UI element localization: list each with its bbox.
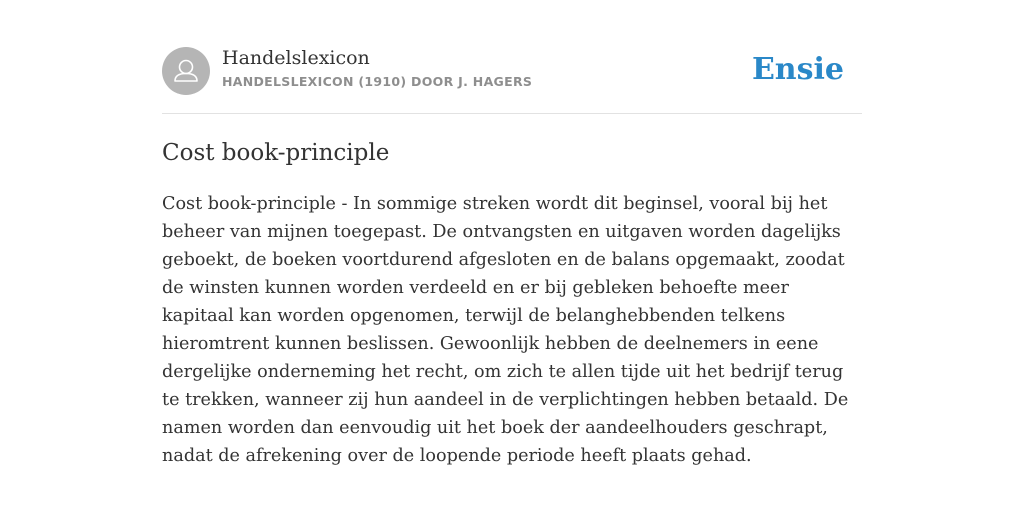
brand-logo[interactable]: Ensie bbox=[751, 52, 844, 87]
entry-card bbox=[162, 0, 862, 512]
header-divider bbox=[162, 113, 862, 114]
entry-body: Cost book-principle - In sommige streken wordt dit beginsel, vooral bij het beheer van mijnen toegepast. De ontvangsten en uitgaven worden dagelijks geboekt, de boeken voortdurend afgesloten en de balans opgemaakt, zoodat de winsten kunnen worden verdeeld en er bij gebleken behoefte meer kapitaal kan worden opgenomen, terwijl de belanghebbenden telkens hieromtrent kunnen beslissen. Gewoonlijk hebben de deelnemers in eene dergelijke onderneming het recht, om zich te allen tijde uit het bedrijf terug te trekken, wanneer zij hun aandeel in de verplichtingen hebben betaald. De namen worden dan eenvoudig uit het boek der aandeelhouders geschrapt, nadat de afrekening over de loopende periode heeft plaats gehad. bbox=[162, 194, 849, 466]
user-silhouette bbox=[162, 47, 210, 95]
entry-header bbox=[162, 46, 862, 96]
entry-title: Cost book-principle bbox=[162, 140, 390, 166]
source-subtitle[interactable]: HANDELSLEXICON (1910) DOOR J. HAGERS bbox=[222, 74, 533, 89]
source-name[interactable]: Handelslexicon bbox=[222, 47, 370, 69]
user-avatar-icon[interactable] bbox=[162, 47, 210, 95]
